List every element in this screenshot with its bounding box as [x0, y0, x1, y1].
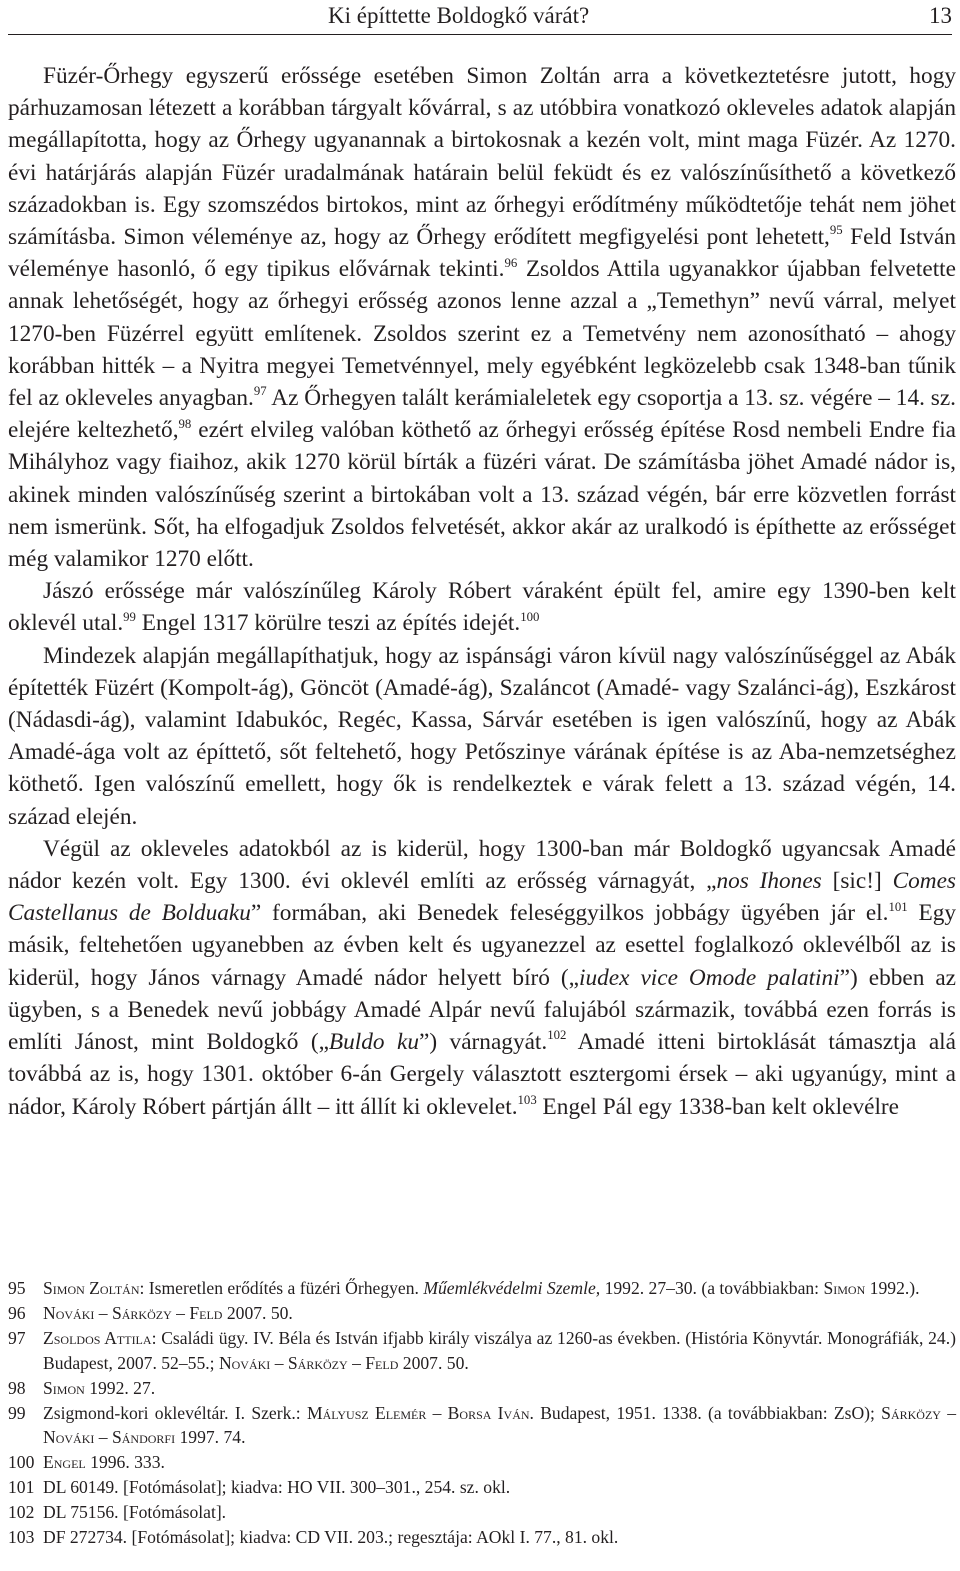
text-run: . Budapest, 1951. 1338. (a továbbiakban: ZsO);	[529, 1402, 882, 1423]
text-run: Engel 1317 körülre teszi az építés idejét.	[135, 610, 521, 637]
body-paragraph	[8, 60, 956, 575]
text-run: Füzér-Őrhegy egyszerű erőssége esetében Simon Zoltán arra a következtetésre jutott, hogy párhuzamosan létezett a korábban tárgyalt kővárral, s az utóbbira vonatkozó okleveles adatok alapján megállapította, hogy az Őrhegy ugyanannak a birtokosnak a kezén volt, mint maga Füzér. Az 1270. évi határjárás alapján Füzér uradalmának határain belül feküdt és ez valószínűsíthető a következő századokban is. Egy szomszédos birtokos, mint az őrhegyi erődítmény működtetője tehát nem jöhet számításba. Simon véleménye az, hogy az Őrhegy erődített megfigyelési pont lehetett,	[8, 63, 956, 251]
footnote	[8, 1301, 956, 1326]
text-run: 1996. 333.	[85, 1452, 165, 1473]
author-name: Mályusz Elemér – Borsa Iván	[306, 1402, 530, 1423]
footnote-number: 102	[8, 1502, 35, 1523]
author-name: Engel	[43, 1452, 86, 1473]
footnote	[8, 1276, 956, 1301]
text-run: Zsigmond-kori oklevéltár. I. Szerk.:	[43, 1402, 307, 1423]
footnote-number: 100	[8, 1452, 35, 1473]
text-run: 1992.).	[865, 1278, 920, 1298]
footnote-ref: 95	[829, 223, 843, 238]
body-paragraph	[8, 640, 956, 833]
footnote-ref: 103	[517, 1092, 537, 1107]
text-run: Az Őrhegyen talált kerámialeletek egy csoportja a 13. sz. végére – 14. sz. elejére keltezhető,	[8, 385, 956, 444]
footnote-number: 98	[8, 1377, 26, 1398]
italic-text: Comes Castellanus de Bolduaku	[8, 868, 956, 927]
footnote-number: 96	[8, 1302, 26, 1323]
text-run: 1992. 27–30. (a továbbiakban:	[600, 1278, 824, 1298]
text-run: DF 272734. [Fotómásolat]; kiadva: CD VII. 203.; regesztája: AOkl I. 77., 81. okl.	[43, 1527, 619, 1548]
text-run: Egy másik, feltehetően ugyanebben az évben kelt és ugyanezzel az esettel foglalkozó oklevélből az is kiderül, hogy János várnagy Amadé nádor helyett bíró („	[8, 900, 956, 991]
footnote	[8, 1401, 956, 1451]
main-text	[8, 60, 956, 1123]
text-run: Jászó erőssége már valószínűleg Károly Róbert váraként épült fel, amire egy 1390-ben kelt oklevél utal.	[8, 578, 956, 637]
italic-text: Műemlékvédelmi Szemle,	[423, 1278, 601, 1298]
italic-text: Buldo ku	[328, 1029, 420, 1056]
author-name: Nováki – Sárközy – Feld	[43, 1302, 223, 1323]
text-run: ” formában, aki Benedek feleséggyilkos jobbágy ügyében jár el.	[250, 900, 889, 927]
author-name: Simon	[43, 1377, 85, 1398]
text-run: 1997. 74.	[175, 1427, 246, 1448]
footnote-number: 97	[8, 1327, 26, 1348]
footnote	[8, 1450, 956, 1475]
text-run: 2007. 50.	[398, 1352, 469, 1373]
text-run: [sic!]	[821, 868, 893, 895]
text-run: 1992. 27.	[84, 1377, 156, 1398]
footnote	[8, 1500, 956, 1525]
footnote	[8, 1525, 956, 1550]
text-run: DL 60149. [Fotómásolat]; kiadva: HO VII. 300–301., 254. sz. okl.	[43, 1477, 511, 1498]
footnote-ref: 98	[178, 416, 192, 431]
text-run: Engel Pál egy 1338-ban kelt oklevélre	[536, 1093, 900, 1120]
italic-text: iudex vice Omode palatini	[579, 964, 840, 991]
author-name: Zsoldos Attila	[43, 1327, 152, 1348]
italic-text: nos Ihones	[716, 868, 822, 895]
text-run: ”) várnagyát.	[419, 1029, 548, 1056]
text-run: : Családi ügy. IV. Béla és István ifjabb király viszálya az 1260-as években. (História Könyvtár. Monográfiák, 24.) Budapest, 2007. 52–55.;	[43, 1327, 956, 1373]
text-run: Zsoldos Attila ugyanakkor újabban felvetette annak lehetőségét, hogy az őrhegyi erősség azonos lenne azzal a „Temethyn” nevű várral, melyet 1270-ben Füzérrel együtt említenek. Zsoldos szerint ez a Temetvény nem azonosítható – ahogy korábban hitték – a Nyitra megyei Temetvénnyel, mely egyébként legközelebb csak 1348-ban tűnik fel az okleveles anyagban.	[8, 256, 956, 412]
page-header	[8, 0, 952, 35]
text-run: ”) ebben az ügyben, s a Benedek nevű jobbágy Amadé Alpár nevű falujából származik, továbbá ezen forrás is említi Jánost, mint Boldogkő („	[8, 964, 957, 1056]
footnote-ref: 99	[123, 609, 136, 624]
text-run: Mindezek alapján megállapíthatjuk, hogy az ispánsági váron kívül nagy valószínűséggel az Abák építették Füzért (Kompolt-ág), Göncöt (Amadé-ág), Szaláncot (Amadé- vagy Szalánci-ág), Eszkárost (Nádasdi-ág), valamint Idabukóc, Regéc, Kassa, Sárvár esetében is igen valószínű, hogy az Abák Amadé-ága volt az építtető, sőt feltehető, hogy Petőszinye várának építése is az Aba-nemzetséghez köthető. Igen valószínű emellett, hogy ők is rendelkeztek e várak felett a 13. század végén, 14. század elején.	[8, 642, 956, 830]
text-run: Amadé itteni birtoklását támasztja alá továbbá az is, hogy 1301. október 6-án Gergely választott esztergomi érsek – aki ugyanúgy, mint a nádor, Károly Róbert pártján állt – itt állít ki oklevelet.	[8, 1029, 956, 1120]
text-run: ezért elvileg valóban köthető az őrhegyi erősség építése Rosd nembeli Endre fia Mihályhoz vagy fiaihoz, akik 1270 körül bírták a füzéri várat. De számításba jöhet Amadé nádor is, akinek minden valószínűség szerint a birtokában volt a 13. század végén, bár erre közvetlen forrást nem ismerünk. Sőt, ha elfogadjuk Zsoldos felvetését, akkor akár az uralkodó is építhette az erősséget még valamikor 1270 előtt.	[8, 417, 957, 573]
page-number: 13	[929, 3, 952, 28]
body-paragraph	[8, 575, 956, 639]
text-run: : Ismeretlen erődítés a füzéri Őrhegyen.	[139, 1278, 424, 1298]
author-name: Simon	[823, 1278, 866, 1298]
text-run: Végül az okleveles adatokból az is kiderül, hogy 1300-ban már Boldogkő ugyancsak Amadé nádor kezén volt. Egy 1300. évi oklevél említi az erősség várnagyát, „	[8, 835, 956, 895]
footnote	[8, 1376, 956, 1401]
footnote-number: 101	[8, 1477, 35, 1498]
author-name: Nováki – Sárközy – Feld	[218, 1352, 399, 1373]
footnote-ref: 101	[888, 899, 908, 914]
footnote-ref: 96	[504, 255, 518, 270]
running-title: Ki építtette Boldogkő várát?	[328, 3, 590, 28]
author-name: Simon Zoltán	[43, 1278, 140, 1298]
author-name: Sárközy – Nováki – Sándorfi	[43, 1402, 956, 1448]
text-run: 2007. 50.	[222, 1302, 293, 1323]
body-paragraph	[8, 833, 956, 1123]
footnote	[8, 1326, 956, 1376]
footnote-ref: 97	[253, 384, 267, 399]
footnote-ref: 102	[547, 1028, 567, 1043]
footnote-number: 95	[8, 1278, 26, 1298]
footnote-number: 99	[8, 1402, 26, 1423]
text-run: Feld István véleménye hasonló, ő egy tipikus elővárnak tekinti.	[8, 224, 956, 283]
footnote	[8, 1475, 956, 1500]
footnote-number: 103	[8, 1527, 35, 1548]
text-run: DL 75156. [Fotómásolat].	[43, 1502, 227, 1523]
footnotes	[8, 1276, 956, 1550]
footnote-ref: 100	[520, 609, 540, 624]
